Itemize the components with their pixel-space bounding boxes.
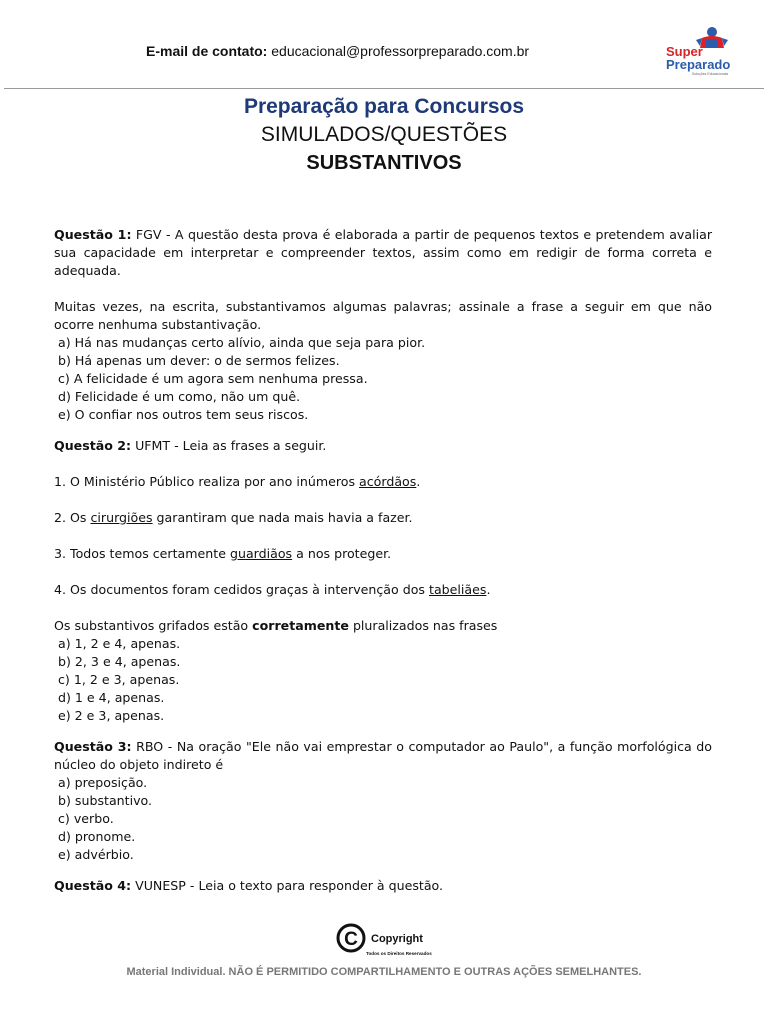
sentence-1-start: 1. O Ministério Público realiza por ano inúmeros — [54, 474, 360, 489]
sentence-3-underlined: guardiãos — [229, 546, 293, 561]
question-3-option-d: d) pronome. — [58, 829, 136, 844]
question-3-option-a: a) preposição. — [58, 775, 148, 790]
sentence-2-start: 2. Os — [54, 510, 91, 525]
question-2-label: Questão 2: — [54, 438, 132, 453]
question-1-option-a: a) Há nas mudanças certo alívio, ainda que seja para pior. — [58, 335, 426, 350]
sentence-3-start: 3. Todos temos certamente — [54, 546, 230, 561]
page-subtitle: SIMULADOS/QUESTÕES — [260, 123, 508, 146]
question-2-sentence-3 — [54, 545, 712, 563]
question-2-option-c: c) 1, 2 e 3, apenas. — [58, 672, 180, 687]
sentence-1-underlined: acórdãos — [359, 474, 417, 489]
copyright-icon — [338, 925, 364, 951]
question-1-label: Questão 1: — [54, 227, 132, 242]
prompt-end: pluralizados nas frases — [348, 618, 498, 633]
email-value: educacional@professorpreparado.com.br — [271, 43, 530, 59]
sentence-4-start: 4. Os documentos foram cedidos graças à intervenção dos — [54, 582, 429, 597]
sentence-2-end: garantiram que nada mais havia a fazer. — [152, 510, 413, 525]
question-3-intro — [54, 738, 712, 774]
footer-notice: Material Individual. NÃO É PERMITIDO COMPARTILHAMENTO E OUTRAS AÇÕES SEMELHANTES. — [126, 966, 642, 978]
header-divider — [4, 88, 764, 89]
questions-content — [54, 226, 712, 895]
question-3-option-b: b) substantivo. — [58, 793, 153, 808]
page-title: Preparação para Concursos — [243, 95, 525, 118]
sentence-4-end: . — [486, 582, 491, 597]
question-2-option-e: e) 2 e 3, apenas. — [58, 708, 165, 723]
page-topic: SUBSTANTIVOS — [306, 152, 462, 174]
question-1-text: - A questão desta prova é elaborada a partir de pequenos textos e pretendem avaliar sua capacidade em interpretar e compreender textos, assim como em redigir de forma correta e adequada. — [54, 227, 712, 278]
prompt-emphasis: corretamente — [252, 618, 349, 633]
question-2-sentence-1 — [54, 473, 712, 491]
question-2-intro — [54, 437, 712, 455]
sentence-3-end: a nos proteger. — [292, 546, 392, 561]
question-4-source: VUNESP — [131, 878, 186, 893]
question-4-label: Questão 4: — [54, 878, 132, 893]
question-4-intro — [54, 877, 712, 895]
question-1-intro — [54, 226, 712, 280]
question-2-sentence-4 — [54, 581, 712, 599]
question-3-text: - Na oração "Ele não vai emprestar o computador ao Paulo", a função morfológica do núcleo do objeto indireto é — [54, 739, 712, 772]
logo-tagline: Soluções Educacionais — [692, 72, 729, 76]
contact-email — [146, 43, 529, 59]
question-3-option-c: c) verbo. — [58, 811, 114, 826]
question-1-option-c: c) A felicidade é um agora sem nenhuma pressa. — [58, 371, 368, 386]
question-1-option-d: d) Felicidade é um como, não um quê. — [58, 389, 301, 404]
logo-line2: Preparado — [666, 57, 731, 72]
question-1-option-b: b) Há apenas um dever: o de sermos felizes. — [58, 353, 340, 368]
question-2-source: UFMT — [131, 438, 171, 453]
copyright-subtext: Todos os Direitos Reservados — [366, 951, 432, 956]
sentence-1-end: . — [416, 474, 421, 489]
sentence-2-underlined: cirurgiões — [90, 510, 153, 525]
question-2-text: - Leia as frases a seguir. — [170, 438, 327, 453]
copyright-mark — [336, 922, 436, 958]
question-4-text: - Leia o texto para responder à questão. — [185, 878, 444, 893]
super-preparado-logo — [662, 24, 742, 76]
question-2-option-d: d) 1 e 4, apenas. — [58, 690, 165, 705]
question-1-source: FGV — [131, 227, 162, 242]
question-2-option-b: b) 2, 3 e 4, apenas. — [58, 654, 181, 669]
question-2-option-a: a) 1, 2 e 4, apenas. — [58, 636, 181, 651]
question-3-option-e: e) advérbio. — [58, 847, 134, 862]
copyright-label: Copyright — [371, 933, 423, 945]
title-block — [0, 93, 768, 177]
prompt-start: Os substantivos grifados estão — [54, 618, 253, 633]
copyright-symbol: C — [344, 929, 358, 950]
question-1-prompt: Muitas vezes, na escrita, substantivamos algumas palavras; assinale a frase a seguir em que não ocorre nenhuma substantivação. — [54, 299, 712, 332]
question-2-prompt — [54, 617, 712, 635]
email-label: E-mail de contato: — [146, 43, 268, 59]
question-3-source: RBO — [131, 739, 164, 754]
question-1-option-e: e) O confiar nos outros tem seus riscos. — [58, 407, 309, 422]
question-2-sentence-2 — [54, 509, 712, 527]
logo-line1: Super — [666, 44, 703, 59]
question-3-label: Questão 3: — [54, 739, 132, 754]
sentence-4-underlined: tabeliães — [429, 582, 487, 597]
